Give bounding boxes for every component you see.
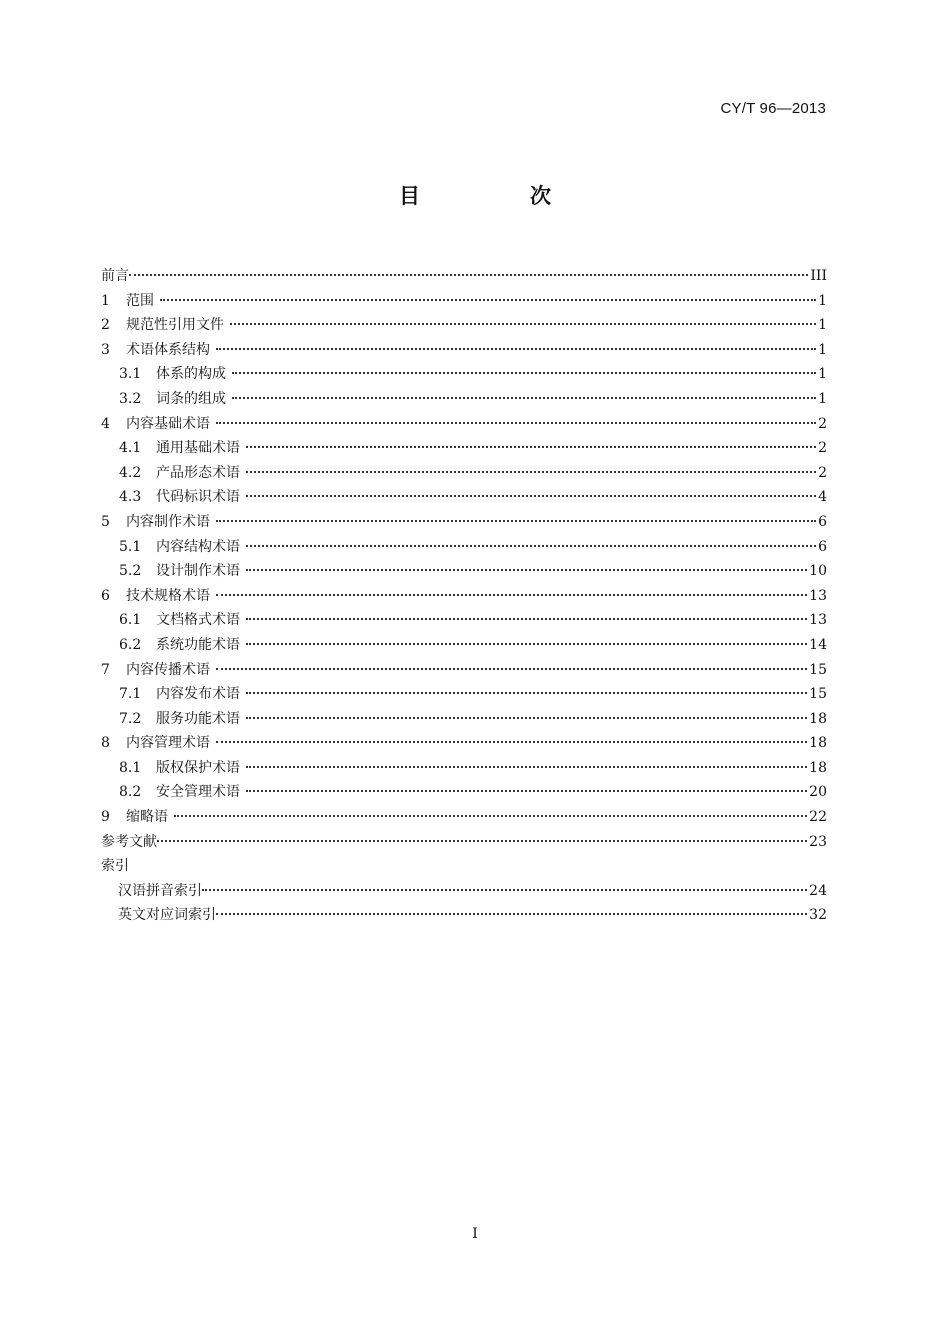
toc-entry-number: 6.1: [119, 612, 142, 629]
toc-entry-page: 18: [809, 759, 827, 776]
leader-dots: [129, 273, 808, 276]
leader-dots: [246, 691, 807, 694]
toc-entry[interactable]: [101, 559, 827, 584]
toc-entry-page: 13: [809, 587, 827, 604]
toc-entry[interactable]: [101, 731, 827, 756]
toc-entry-label: 产品形态术语: [156, 464, 240, 481]
toc-entry[interactable]: [101, 485, 827, 510]
toc-entry-number: 7.2: [119, 710, 142, 727]
toc-entry-label: 通用基础术语: [156, 440, 240, 457]
table-of-contents: [101, 264, 827, 928]
toc-entry-page: 2: [818, 464, 827, 481]
toc-entry-number: 7.1: [119, 686, 142, 703]
toc-entry[interactable]: [101, 780, 827, 805]
leader-dots: [216, 667, 807, 670]
leader-dots: [232, 371, 816, 374]
toc-entry-number: 8.1: [119, 759, 142, 776]
toc-entry-number: 3.2: [119, 390, 142, 407]
toc-entry-number: 5.2: [119, 563, 142, 580]
toc-entry[interactable]: [101, 338, 827, 363]
toc-entry-number: 6.2: [119, 636, 142, 653]
toc-entry[interactable]: [101, 584, 827, 609]
toc-entry-label: 术语体系结构: [126, 341, 210, 358]
leader-dots: [202, 888, 807, 891]
toc-entry-label: 版权保护术语: [156, 759, 240, 776]
toc-entry-page: 32: [809, 907, 827, 924]
toc-entry-label: 内容制作术语: [126, 513, 210, 530]
toc-entry-page: 24: [809, 882, 827, 899]
leader-dots: [160, 298, 816, 301]
toc-entry-page: 2: [818, 415, 827, 432]
toc-entry-label: 索引: [101, 858, 129, 875]
toc-entry-page: 1: [818, 292, 827, 309]
toc-entry-label: 文档格式术语: [156, 612, 240, 629]
title-char-2: 次: [530, 184, 551, 208]
toc-entry-label: 内容管理术语: [126, 735, 210, 752]
toc-entry-label: 安全管理术语: [156, 784, 240, 801]
toc-entry-label: 内容结构术语: [156, 538, 240, 555]
page-title: [0, 180, 950, 210]
toc-entry-page: 6: [818, 513, 827, 530]
standard-code: CY/T 96—2013: [720, 100, 826, 117]
toc-entry-number: 3: [101, 341, 110, 358]
toc-entry-number: 3.1: [119, 366, 142, 383]
toc-entry-label: 内容基础术语: [126, 415, 210, 432]
toc-entry-label: 体系的构成: [156, 366, 226, 383]
toc-entry-label: 规范性引用文件: [126, 317, 224, 334]
toc-entry[interactable]: [101, 412, 827, 437]
toc-entry-page: 20: [809, 784, 827, 801]
toc-entry-page: 18: [809, 735, 827, 752]
toc-entry-page: 15: [809, 661, 827, 678]
toc-entry-label: 内容发布术语: [156, 686, 240, 703]
toc-entry[interactable]: [101, 707, 827, 732]
toc-entry-label: 设计制作术语: [156, 563, 240, 580]
toc-entry-label: 缩略语: [126, 809, 168, 826]
toc-entry-page: 14: [809, 636, 827, 653]
toc-entry-number: 2: [101, 317, 110, 334]
leader-dots: [246, 617, 807, 620]
toc-entry[interactable]: [101, 805, 827, 830]
leader-dots: [246, 494, 816, 497]
toc-entry-page: 22: [809, 809, 827, 826]
toc-entry-label: 汉语拼音索引: [118, 882, 202, 899]
leader-dots: [216, 347, 816, 350]
toc-entry[interactable]: [101, 608, 827, 633]
toc-entry-number: 7: [101, 661, 110, 678]
toc-entry-label: 服务功能术语: [156, 710, 240, 727]
toc-entry-pinyin-index[interactable]: [101, 879, 827, 904]
toc-entry[interactable]: [101, 387, 827, 412]
toc-entry[interactable]: [101, 436, 827, 461]
toc-entry-number: 4.2: [119, 464, 142, 481]
toc-entry-number: 8: [101, 735, 110, 752]
toc-entry-label: 英文对应词索引: [118, 907, 216, 924]
toc-entry-label: 系统功能术语: [156, 636, 240, 653]
toc-entry-number: 8.2: [119, 784, 142, 801]
leader-dots: [216, 912, 807, 915]
toc-heading-index: [101, 854, 827, 879]
toc-entry-number: 5: [101, 513, 110, 530]
toc-entry-label: 内容传播术语: [126, 661, 210, 678]
toc-entry-number: 4.1: [119, 440, 142, 457]
leader-dots: [246, 445, 816, 448]
toc-entry-label: 范围: [126, 292, 154, 309]
toc-entry-page: 4: [818, 489, 827, 506]
toc-entry[interactable]: [101, 682, 827, 707]
leader-dots: [246, 568, 807, 571]
toc-entry-number: 4: [101, 415, 110, 432]
toc-entry[interactable]: [101, 510, 827, 535]
toc-entry-number: 1: [101, 292, 110, 309]
toc-entry-foreword[interactable]: [101, 264, 827, 289]
toc-entry[interactable]: [101, 313, 827, 338]
toc-entry-page: III: [810, 268, 827, 284]
leader-dots: [216, 421, 816, 424]
toc-entry-page: 13: [809, 612, 827, 629]
toc-entry-number: 9: [101, 809, 110, 826]
leader-dots: [216, 740, 807, 743]
toc-entry[interactable]: [101, 535, 827, 560]
page-number: I: [472, 1226, 478, 1242]
leader-dots: [174, 814, 807, 817]
leader-dots: [216, 519, 816, 522]
leader-dots: [246, 470, 816, 473]
leader-dots: [246, 716, 807, 719]
toc-entry[interactable]: [101, 289, 827, 314]
toc-entry-page: 1: [818, 366, 827, 383]
toc-entry-references[interactable]: [101, 830, 827, 855]
toc-entry-number: 6: [101, 587, 110, 604]
leader-dots: [246, 765, 807, 768]
toc-entry[interactable]: [101, 461, 827, 486]
toc-entry-label: 参考文献: [101, 833, 157, 850]
leader-dots: [157, 839, 807, 842]
title-char-1: 目: [399, 184, 420, 208]
toc-entry-page: 1: [818, 390, 827, 407]
leader-dots: [246, 789, 807, 792]
toc-entry-page: 2: [818, 440, 827, 457]
toc-entry-page: 6: [818, 538, 827, 555]
toc-entry-number: 4.3: [119, 489, 142, 506]
toc-entry-label: 技术规格术语: [126, 587, 210, 604]
toc-entry[interactable]: [101, 658, 827, 683]
toc-entry-page: 1: [818, 341, 827, 358]
toc-entry-label: 前言: [101, 268, 129, 284]
toc-entry-number: 5.1: [119, 538, 142, 555]
toc-entry-page: 18: [809, 710, 827, 727]
toc-entry-page: 1: [818, 317, 827, 334]
leader-dots: [246, 642, 807, 645]
toc-entry[interactable]: [101, 362, 827, 387]
toc-entry-english-index[interactable]: [101, 903, 827, 928]
toc-entry-page: 23: [809, 833, 827, 850]
toc-entry-label: 词条的组成: [156, 390, 226, 407]
toc-entry-page: 10: [809, 563, 827, 580]
leader-dots: [216, 593, 807, 596]
leader-dots: [246, 544, 816, 547]
toc-entry[interactable]: [101, 756, 827, 781]
toc-entry-label: 代码标识术语: [156, 489, 240, 506]
toc-entry[interactable]: [101, 633, 827, 658]
leader-dots: [232, 396, 816, 399]
leader-dots: [230, 322, 816, 325]
toc-entry-page: 15: [809, 686, 827, 703]
